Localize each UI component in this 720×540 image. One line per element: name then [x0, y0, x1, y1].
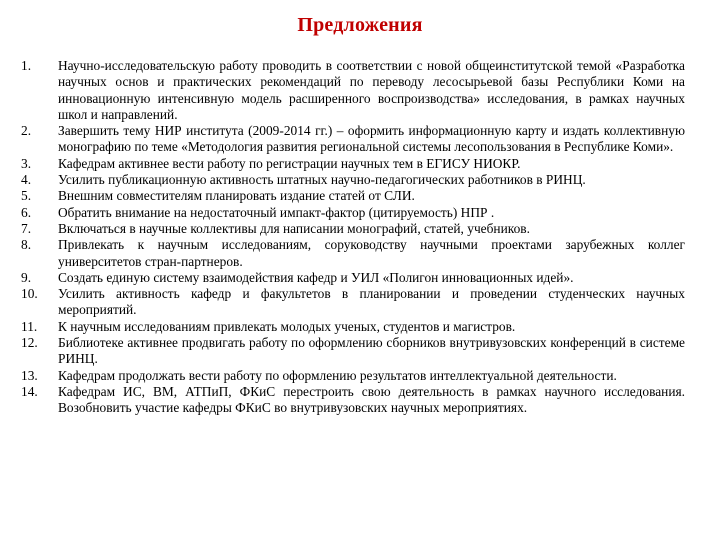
item-text: Кафедрам активнее вести работу по регистрации научных тем в ЕГИСУ НИОКР.	[58, 155, 521, 171]
list-item	[21, 270, 685, 286]
item-number: 11.	[21, 318, 38, 334]
item-number: 12.	[21, 335, 38, 351]
item-text: Создать единую систему взаимодействия кафедр и УИЛ «Полигон инновационных идей».	[58, 269, 574, 285]
list-item	[21, 205, 685, 221]
item-number: 14.	[21, 383, 38, 399]
list-item	[21, 368, 685, 384]
list-item	[21, 335, 685, 368]
list-item	[21, 384, 685, 417]
list-item	[21, 156, 685, 172]
item-text: Научно-исследовательскую работу проводить в соответствии с новой общеинститутской темой «Разработка научных основ и практических рекомендаций по переводу лесосырьевой базы Республики Коми на инновационную интенсивную модель расширенного воспроизводства» исследования, в рамках научных школ и направлений.	[58, 58, 685, 122]
list-item	[21, 123, 685, 156]
item-text: Усилить активность кафедр и факультетов в планировании и проведении студенческих научных мероприятий.	[58, 286, 685, 318]
list-item	[21, 286, 685, 319]
item-text: Завершить тему НИР института (2009-2014 гг.) – оформить информационную карту и издать коллективную монографию по теме «Методология развития региональной системы лесопользования в Республике Коми».	[58, 123, 685, 155]
item-text: Обратить внимание на недостаточный импакт-фактор (цитируемость) НПР .	[58, 204, 495, 220]
item-number: 8.	[21, 237, 32, 253]
item-number: 6.	[21, 204, 32, 220]
list-item	[21, 172, 685, 188]
item-number: 4.	[21, 172, 32, 188]
item-number: 9.	[21, 269, 32, 285]
list-item	[21, 188, 685, 204]
item-number: 1.	[21, 58, 32, 73]
list-item	[21, 319, 685, 335]
proposals-list	[21, 58, 685, 417]
item-number: 3.	[21, 155, 32, 171]
item-text: Включаться в научные коллективы для написании монографий, статей, учебников.	[58, 220, 530, 236]
item-text: Кафедрам ИС, ВМ, АТПиП, ФКиС перестроить свою деятельность в рамках научного исследования. Возобновить участие кафедры ФКиС во внутривузовских научных мероприятиях.	[58, 383, 685, 416]
item-text: Привлекать к научным исследованиям, соруководству научными проектами зарубежных коллег университетов стран-партнеров.	[58, 237, 685, 269]
item-number: 2.	[21, 123, 32, 139]
item-number: 5.	[21, 188, 32, 204]
item-number: 13.	[21, 367, 38, 383]
item-text: Библиотеке активнее продвигать работу по оформлению сборников внутривузовских конференций в системе РИНЦ.	[58, 335, 685, 367]
item-text: К научным исследованиям привлекать молодых ученых, студентов и магистров.	[58, 318, 516, 334]
item-text: Усилить публикационную активность штатных научно-педагогических работников в РИНЦ.	[58, 172, 586, 188]
item-text: Внешним совместителям планировать издание статей от СЛИ.	[58, 188, 415, 204]
item-number: 10.	[21, 286, 38, 302]
item-number: 7.	[21, 220, 32, 236]
list-item	[21, 221, 685, 237]
list-item	[21, 237, 685, 270]
item-text: Кафедрам продолжать вести работу по оформлению результатов интеллектуальной деятельности.	[58, 367, 617, 383]
list-item	[21, 58, 685, 123]
slide-title: Предложения	[297, 14, 423, 36]
